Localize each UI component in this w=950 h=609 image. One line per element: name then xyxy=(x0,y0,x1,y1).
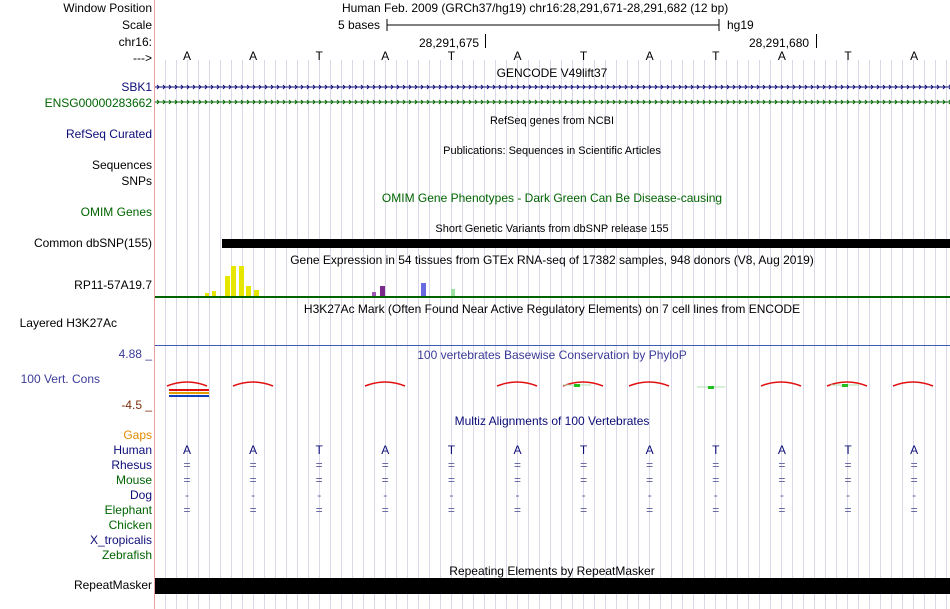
species-human[interactable]: Human xyxy=(113,443,152,457)
multiz-cell-rhesus: = xyxy=(513,458,521,472)
species-xtropicalis[interactable]: X_tropicalis xyxy=(89,533,152,547)
h3k27ac-label[interactable]: Layered H3K27Ac xyxy=(19,316,117,330)
multiz-cell-human: A xyxy=(513,443,522,457)
publications-track-title: Publications: Sequences in Scientific Articles xyxy=(443,145,661,157)
phylop-red-hump xyxy=(233,382,273,386)
multiz-cell-elephant: = xyxy=(315,503,323,517)
multiz-cell-elephant: = xyxy=(778,503,786,517)
cons-min-label: -4.5 _ xyxy=(121,398,152,412)
multiz-cell-dog: - xyxy=(713,488,718,502)
refseq-track-title: RefSeq genes from NCBI xyxy=(489,115,615,127)
multiz-cell-elephant: = xyxy=(183,503,191,517)
multiz-cell-mouse: = xyxy=(778,473,786,487)
base-letter: T xyxy=(579,49,588,63)
h3k27ac-track-title: H3K27Ac Mark (Often Found Near Active Regulatory Elements) on 7 cell lines from ENCODE xyxy=(303,302,801,316)
omim-label[interactable]: OMIM Genes xyxy=(80,205,152,219)
scale-left-text: 5 bases xyxy=(338,18,381,32)
multiz-cell-elephant: = xyxy=(910,503,918,517)
repeatmasker-feature-bar[interactable] xyxy=(155,578,950,594)
base-letter: A xyxy=(777,49,786,63)
gtex-tissue-bar xyxy=(246,286,251,296)
multiz-cell-dog: - xyxy=(912,488,917,502)
multiz-cell-mouse: = xyxy=(249,473,257,487)
base-letter: T xyxy=(844,49,852,63)
multiz-cell-mouse: = xyxy=(315,473,323,487)
gtex-tissue-bar xyxy=(451,289,455,296)
repeatmasker-label[interactable]: RepeatMasker xyxy=(73,578,152,592)
window-position-text: Human Feb. 2009 (GRCh37/hg19) chr16:28,291,671-28,291,682 (12 bp) xyxy=(342,1,729,15)
multiz-cell-mouse: = xyxy=(183,473,191,487)
multiz-cell-dog: - xyxy=(449,488,454,502)
multiz-cell-rhesus: = xyxy=(844,458,852,472)
multiz-cell-dog: - xyxy=(581,488,586,502)
coord-label-2: 28,291,680 xyxy=(749,36,810,50)
multiz-cell-mouse: = xyxy=(646,473,654,487)
multiz-cell-human: A xyxy=(777,443,786,457)
multiz-cell-mouse: = xyxy=(910,473,918,487)
dbsnp-track-title: Short Genetic Variants from dbSNP release 155 xyxy=(435,223,669,235)
multiz-cell-rhesus: = xyxy=(249,458,257,472)
phylop-red-hump xyxy=(761,382,801,386)
sbk1-label[interactable]: SBK1 xyxy=(121,80,152,94)
multiz-cell-dog: - xyxy=(647,488,652,502)
multiz-cell-dog: - xyxy=(779,488,784,502)
phylop-green-mark xyxy=(708,386,714,389)
repeat-track-title: Repeating Elements by RepeatMasker xyxy=(449,564,655,578)
omim-track-title: OMIM Gene Phenotypes - Dark Green Can Be Disease-causing xyxy=(381,191,723,205)
scale-right-text: hg19 xyxy=(727,18,754,32)
multiz-cell-human: A xyxy=(182,443,191,457)
multiz-cell-rhesus: = xyxy=(580,458,588,472)
multiz-cell-elephant: = xyxy=(580,503,588,517)
species-zebrafish[interactable]: Zebrafish xyxy=(101,548,152,562)
gencode-track-title: GENCODE V49lift37 xyxy=(496,66,608,80)
phylop-red-hump xyxy=(497,382,537,386)
multiz-cell-elephant: = xyxy=(249,503,257,517)
gtex-gene-label[interactable]: RP11-57A19.7 xyxy=(74,278,152,292)
scale-bar xyxy=(386,18,720,32)
multiz-cell-rhesus: = xyxy=(910,458,918,472)
base-letter: A xyxy=(910,49,919,63)
species-dog[interactable]: Dog xyxy=(129,488,152,502)
base-letter: A xyxy=(645,49,654,63)
dbsnp-feature-bar[interactable] xyxy=(222,239,950,248)
multiz-cell-elephant: = xyxy=(712,503,720,517)
phylop-red-hump xyxy=(167,382,207,386)
ensg-label[interactable]: ENSG00000283662 xyxy=(44,96,152,110)
multiz-cell-rhesus: = xyxy=(712,458,720,472)
base-letter: T xyxy=(447,49,456,63)
gtex-tissue-bar xyxy=(380,286,385,296)
coord-tick-2 xyxy=(816,34,817,48)
chrom-label: chr16: xyxy=(118,35,152,49)
multiz-cell-rhesus: = xyxy=(315,458,323,472)
window-position-label: Window Position xyxy=(63,1,152,15)
multiz-cell-human: T xyxy=(315,443,323,457)
multiz-cell-rhesus: = xyxy=(447,458,455,472)
scale-label: Scale xyxy=(121,18,152,32)
gene-models[interactable] xyxy=(155,82,950,108)
dbsnp-label[interactable]: Common dbSNP(155) xyxy=(33,236,152,250)
base-letter: A xyxy=(182,49,191,63)
gtex-tissue-bar xyxy=(225,276,230,296)
multiz-cell-elephant: = xyxy=(447,503,455,517)
gtex-tissue-bar xyxy=(212,291,216,296)
multiz-cell-human: A xyxy=(381,443,390,457)
sequences-label[interactable]: Sequences xyxy=(91,158,152,172)
cons-max-label: 4.88 _ xyxy=(118,347,152,361)
coord-label-1: 28,291,675 xyxy=(419,36,480,50)
gtex-tissue-bar xyxy=(239,266,244,296)
snps-label[interactable]: SNPs xyxy=(121,174,152,188)
gtex-tissue-bar xyxy=(372,292,376,296)
multiz-cell-elephant: = xyxy=(844,503,852,517)
multiz-cell-dog: - xyxy=(515,488,520,502)
species-rhesus[interactable]: Rhesus xyxy=(111,458,152,472)
gtex-tissue-bar xyxy=(421,283,426,296)
species-chicken[interactable]: Chicken xyxy=(108,518,152,532)
phylop-green-mark xyxy=(574,384,580,387)
multiz-cell-human: A xyxy=(645,443,654,457)
multiz-cell-mouse: = xyxy=(580,473,588,487)
base-letter: T xyxy=(315,49,323,63)
base-letter: A xyxy=(249,49,258,63)
multiz-cell-mouse: = xyxy=(447,473,455,487)
species-elephant[interactable]: Elephant xyxy=(104,503,152,517)
gtex-tissue-bar xyxy=(205,293,209,296)
multiz-cell-elephant: = xyxy=(646,503,654,517)
multiz-cell-dog: - xyxy=(846,488,850,502)
gaps-label[interactable]: Gaps xyxy=(123,428,152,442)
multiz-cell-dog: - xyxy=(383,488,388,502)
multiz-cell-rhesus: = xyxy=(646,458,654,472)
gtex-tissue-bar xyxy=(254,290,259,296)
phylop-red-hump xyxy=(629,382,669,386)
gtex-track-title: Gene Expression in 54 tissues from GTEx RNA-seq of 17382 samples, 948 donors (V8, Aug 2019) xyxy=(290,253,814,267)
multiz-cell-dog: - xyxy=(251,488,256,502)
phylop-red-hump xyxy=(893,382,933,386)
multiz-cell-mouse: = xyxy=(844,473,852,487)
multiz-cell-mouse: = xyxy=(513,473,521,487)
h3k27ac-baseline xyxy=(155,345,950,346)
phylop-wiggle[interactable] xyxy=(155,372,950,406)
species-mouse[interactable]: Mouse xyxy=(115,473,152,487)
multiz-cell-human: T xyxy=(844,443,852,457)
multiz-track-title: Multiz Alignments of 100 Vertebrates xyxy=(454,414,650,428)
gtex-bar-graph[interactable] xyxy=(155,266,950,300)
base-letter: T xyxy=(712,49,720,63)
coord-tick-1 xyxy=(485,34,486,48)
multiz-cell-human: T xyxy=(447,443,456,457)
gtex-tissue-bar xyxy=(231,266,236,296)
multiz-cell-elephant: = xyxy=(513,503,521,517)
phylop-red-hump xyxy=(365,382,405,386)
multiz-cell-dog: - xyxy=(185,488,189,502)
cons-label[interactable]: 100 Vert. Cons xyxy=(20,372,100,386)
multiz-cell-rhesus: = xyxy=(183,458,191,472)
refseq-label[interactable]: RefSeq Curated xyxy=(65,127,152,141)
phylop-track-title: 100 vertebrates Basewise Conservation by PhyloP xyxy=(417,348,687,362)
multiz-cell-human: A xyxy=(249,443,258,457)
multiz-cell-human: T xyxy=(712,443,720,457)
strand-arrow-label: ---> xyxy=(133,51,152,65)
track-image[interactable] xyxy=(155,0,950,609)
phylop-green-mark xyxy=(842,384,848,387)
multiz-cell-mouse: = xyxy=(712,473,720,487)
multiz-cell-mouse: = xyxy=(381,473,389,487)
multiz-cell-human: A xyxy=(910,443,919,457)
multiz-cell-dog: - xyxy=(317,488,322,502)
multiz-cell-human: T xyxy=(579,443,588,457)
multiz-cell-elephant: = xyxy=(381,503,389,517)
base-letter: A xyxy=(513,49,522,63)
multiz-cell-rhesus: = xyxy=(778,458,786,472)
multiz-cell-rhesus: = xyxy=(381,458,389,472)
base-letter: A xyxy=(381,49,390,63)
